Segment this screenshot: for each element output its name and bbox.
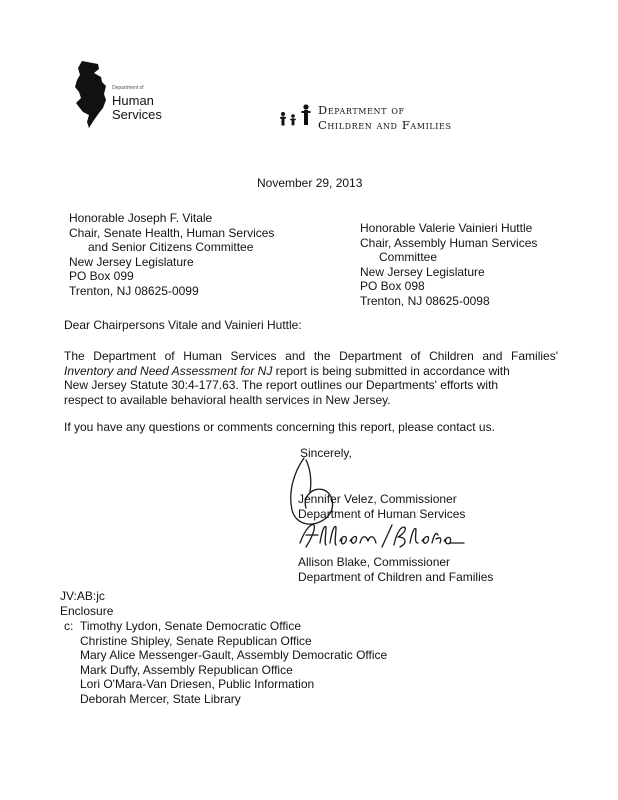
body-paragraph-2: If you have any questions or comments concerning this report, please contact us. bbox=[64, 420, 495, 434]
cc-item: Mark Duffy, Assembly Republican Office bbox=[80, 662, 293, 677]
cc-list bbox=[80, 619, 387, 706]
enclosure: Enclosure bbox=[60, 604, 114, 618]
recipient-right-line: Trenton, NJ 08625-0098 bbox=[360, 293, 490, 308]
body-p1-line3: New Jersey Statute 30:4-177.63. The report outlines our Departments' efforts with bbox=[64, 378, 499, 392]
recipient-left-line: Trenton, NJ 08625-0099 bbox=[69, 283, 199, 298]
recipient-left-line: Chair, Senate Health, Human Services bbox=[69, 225, 275, 240]
family-figures-icon bbox=[278, 103, 314, 133]
recipient-right-line: Honorable Valerie Vainieri Huttle bbox=[360, 221, 533, 235]
recipient-right-line: New Jersey Legislature bbox=[360, 264, 485, 279]
salutation: Dear Chairpersons Vitale and Vainieri Huttle: bbox=[64, 318, 302, 332]
recipient-right bbox=[360, 221, 537, 308]
dcf-logo-line2: Children and Families bbox=[318, 118, 452, 132]
cc-item: Timothy Lydon, Senate Democratic Office bbox=[80, 619, 301, 633]
dcf-logo-line1: Department of bbox=[318, 103, 405, 117]
recipient-left-line: New Jersey Legislature bbox=[69, 254, 194, 269]
dhs-logo-small-text: Department of bbox=[112, 85, 144, 91]
body-paragraph-1 bbox=[64, 349, 558, 407]
dhs-logo-line1: Human bbox=[112, 93, 154, 108]
signatory-1-department: Department of Human Services bbox=[298, 507, 466, 521]
body-p1-part2: report is being submitted in accordance with bbox=[275, 363, 510, 378]
cc-label: c: bbox=[64, 619, 74, 633]
recipient-left-line: Honorable Joseph F. Vitale bbox=[69, 211, 213, 225]
initials: JV:AB:jc bbox=[60, 589, 105, 603]
signature-allison-blake bbox=[296, 521, 466, 553]
recipient-right-line: Chair, Assembly Human Services bbox=[360, 235, 538, 250]
body-p1-line4: respect to available behavioral health services in New Jersey. bbox=[64, 392, 391, 407]
closing: Sincerely, bbox=[300, 446, 352, 460]
body-p1-part1: The Department of Human Services and the Department of Children and Families' bbox=[64, 349, 558, 363]
cc-item: Lori O'Mara-Van Driesen, Public Information bbox=[80, 677, 315, 691]
recipient-right-line: Committee bbox=[379, 250, 438, 264]
signatory-2-name-title: Allison Blake, Commissioner bbox=[298, 555, 451, 569]
report-title: Inventory and Need Assessment for NJ bbox=[64, 363, 273, 378]
cc-item: Deborah Mercer, State Library bbox=[80, 691, 241, 706]
dhs-logo-line2: Services bbox=[112, 107, 162, 122]
recipient-left-line: and Senior Citizens Committee bbox=[88, 240, 254, 254]
recipient-left-line: PO Box 099 bbox=[69, 269, 134, 283]
cc-item: Mary Alice Messenger-Gault, Assembly Democratic Office bbox=[80, 648, 388, 662]
recipient-left bbox=[69, 211, 274, 298]
recipient-right-line: PO Box 098 bbox=[360, 279, 425, 293]
new-jersey-map-icon bbox=[72, 60, 110, 130]
cc-item: Christine Shipley, Senate Republican Office bbox=[80, 633, 312, 648]
dcf-logo bbox=[278, 103, 498, 137]
dhs-logo bbox=[72, 60, 182, 130]
signatory-1-name-title: Jennifer Velez, Commissioner bbox=[298, 492, 457, 506]
letter-date: November 29, 2013 bbox=[257, 176, 363, 190]
signatory-2-department: Department of Children and Families bbox=[298, 570, 494, 584]
